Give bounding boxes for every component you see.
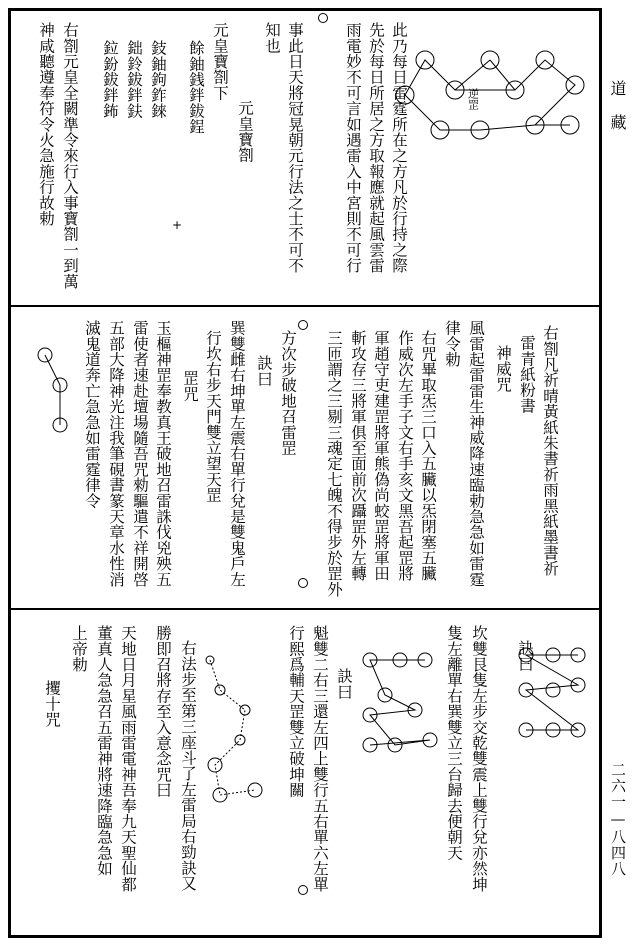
- page-number: 二六一—八四八: [609, 762, 627, 877]
- text-column: 攫十咒: [43, 680, 61, 728]
- text-column: 雷使者速赴壇場隨吾咒勑驅遣不祥開啓: [131, 320, 149, 587]
- text-column: 勝即召將存至入意念咒曰: [154, 625, 172, 798]
- binding-hole: [298, 885, 308, 895]
- text-column: 訣曰: [516, 640, 534, 672]
- text-column: 坎雙艮隻左步交乾雙震上雙行兌亦然坤: [470, 625, 488, 892]
- cross-mark: +: [172, 218, 183, 232]
- text-column: 右劄凡祈晴黃紙朱書祈雨黑紙墨書祈: [541, 325, 559, 577]
- book-title: 道藏: [608, 80, 627, 148]
- text-column: 斬攻存三將軍俱至面前次躡罡外左轉: [349, 330, 367, 582]
- text-column: 罡咒: [181, 370, 199, 402]
- text-column: 事此日天將冠晃朝元行法之士不可不: [286, 22, 304, 274]
- text-column: 風雷起雷雷生神威降速臨勅急急如雷霆: [467, 320, 485, 587]
- text-column: 方次步破地召雷罡: [279, 330, 297, 456]
- text-column: 訣曰: [335, 668, 353, 700]
- text-column: 隻左離單右巽雙立三台歸去便朝天: [445, 625, 463, 861]
- text-column: 天地日月星風雨雷電神吾奉九天聖仙都: [119, 625, 137, 892]
- text-column: 神咸聽遵奉符令火急施行故勅: [37, 22, 55, 227]
- trigram-step-diagram: [508, 640, 603, 760]
- text-column: 行坎右步天門雙立望天罡: [204, 330, 222, 503]
- text-column: 行熙爲輔天罡雙立破坤關: [287, 625, 305, 798]
- text-column: 軍趙守吏建罡將軍熊偽尚蛟罡將軍田: [372, 330, 390, 582]
- text-column: 玉樞神罡奉教真王破地召雷誅伐兇殃五: [154, 320, 172, 587]
- text-column: 此乃每日雷霆所在之方凡於行持之際: [390, 22, 408, 274]
- text-column: 右法步至第三座斗了左雷局右勁訣又: [179, 640, 197, 892]
- text-column: 神威咒: [494, 345, 512, 393]
- text-column: 巽雙雌右坤單左震右單行兌是雙鬼戶左: [228, 320, 246, 587]
- dipper-step-diagram: [195, 650, 275, 820]
- text-column: 鈯鈴鈸鉡鈇: [125, 40, 143, 119]
- diagram-label: 逆罡: [466, 88, 480, 110]
- star-step-diagram: [355, 650, 445, 760]
- text-column: 鉝鈖鈸鉡鈽: [101, 40, 119, 119]
- panel-divider-2: [8, 608, 602, 610]
- talisman-diagram: [30, 340, 75, 450]
- text-column: 餘鈾銭鉡鈸鋥: [187, 40, 205, 135]
- text-column: 五部大降神光注我筆硯書篆天章水性消: [107, 320, 125, 587]
- text-column: 右劄元皇全闕準令來行入事寶劄一到萬: [61, 22, 79, 289]
- text-column: 訣曰: [255, 355, 273, 387]
- text-column: 右咒畢取炁三口入五臟以炁閉塞五臟: [419, 330, 437, 582]
- text-column: 知也: [263, 22, 281, 54]
- text-column: 董真人急急召五雷神將速降臨急急如: [95, 625, 113, 877]
- text-column: 上帝勅: [70, 625, 88, 673]
- text-column: 三匝謂之三剔三魂定七魄不得步於罡外: [325, 330, 343, 597]
- binding-hole: [318, 13, 328, 23]
- reverse-gang-diagram: [385, 30, 595, 150]
- text-column: 鈘鈾鉤鈼錸: [149, 40, 167, 119]
- text-column: 元皇寶劄下: [211, 22, 229, 101]
- panel-divider-1: [8, 305, 602, 307]
- text-column: 雨電妙不可言如遇雷入中宮則不可行: [344, 22, 362, 274]
- binding-hole: [298, 578, 308, 588]
- binding-hole: [298, 320, 308, 330]
- text-column: 先於每日所居之方取報應就起風雲雷: [367, 22, 385, 274]
- text-column: 魁雙二右三還左四上雙行五右單六左單: [311, 625, 329, 892]
- text-column: 滅鬼道奔亡急急如雷霆律令: [83, 320, 101, 509]
- text-column: 雷青紙粉書: [518, 335, 536, 414]
- text-column: 作威次左手子文右手亥文黑吾起罡將: [396, 330, 414, 582]
- text-column: 元皇寶劄: [236, 100, 254, 163]
- text-column: 律令勅: [443, 320, 461, 368]
